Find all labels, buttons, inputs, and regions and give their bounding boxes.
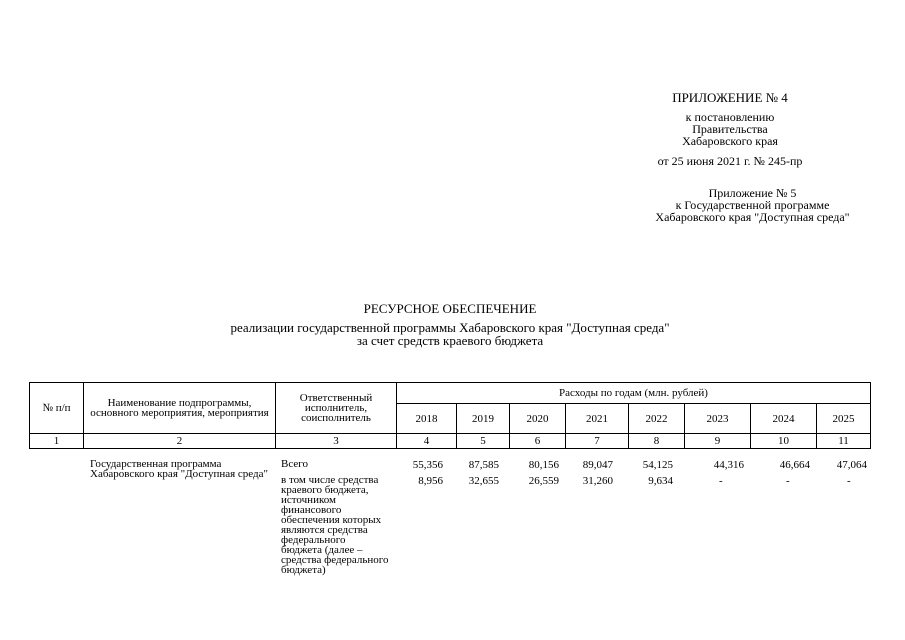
row-executor-total: Всего [281, 458, 308, 470]
header-year: 2023 [685, 404, 751, 434]
index-cell: 5 [457, 434, 510, 449]
appendix-title: ПРИЛОЖЕНИЕ № 4 [672, 90, 788, 105]
row-executor-federal: в том числе средства краевого бюджета, источником финансового обеспечения которых являются средства федерального бюджета (далее – средства федерального бюджета) [281, 474, 389, 576]
appendix2-block [620, 187, 885, 223]
index-cell: 8 [629, 434, 685, 449]
header-year: 2022 [629, 404, 685, 434]
page-subtitle-2: за счет средств краевого бюджета [356, 333, 544, 348]
appendix2-line: Приложение № 5 [708, 186, 797, 200]
appendix-block [640, 92, 820, 167]
header-year: 2020 [510, 404, 566, 434]
value-cell: 31,260 [582, 475, 613, 487]
value-cell: 47,064 [836, 459, 867, 471]
page-subtitle: реализации государственной программы Хабаровского края "Доступная среда" [230, 320, 670, 335]
header-num: № п/п [30, 383, 84, 434]
value-cell: 32,655 [468, 475, 499, 487]
index-cell: 10 [751, 434, 817, 449]
index-cell: 11 [817, 434, 871, 449]
value-cell: 9,634 [648, 475, 673, 487]
appendix2-line: Хабаровского края "Доступная среда" [655, 210, 850, 224]
value-cell: 26,559 [528, 475, 559, 487]
index-cell: 1 [30, 434, 84, 449]
index-cell: 9 [685, 434, 751, 449]
header-year: 2021 [566, 404, 629, 434]
resource-table-header [29, 382, 871, 449]
value-cell: 80,156 [528, 459, 559, 471]
index-cell: 4 [397, 434, 457, 449]
value-cell: - [847, 475, 851, 487]
header-expenses: Расходы по годам (млн. рублей) [397, 383, 871, 404]
header-year: 2025 [817, 404, 871, 434]
appendix-line: к постановлению [685, 110, 775, 124]
index-cell: 6 [510, 434, 566, 449]
value-cell: 44,316 [713, 459, 744, 471]
value-cell: 46,664 [779, 459, 810, 471]
value-cell: - [786, 475, 790, 487]
header-year: 2018 [397, 404, 457, 434]
appendix2-line: к Государственной программе [675, 198, 830, 212]
header-year: 2019 [457, 404, 510, 434]
appendix-line: Правительства [692, 122, 768, 136]
header-executor: Ответственный исполнитель, соисполнитель [276, 383, 397, 434]
value-cell: 89,047 [582, 459, 613, 471]
page-title: РЕСУРСНОЕ ОБЕСПЕЧЕНИЕ [363, 301, 537, 316]
value-cell: - [719, 475, 723, 487]
program-name: Государственная программа Хабаровского края "Доступная среда" [90, 458, 268, 480]
header-name: Наименование подпрограммы, основного мероприятия, мероприятия [84, 383, 276, 434]
appendix-date: от 25 июня 2021 г. № 245-пр [657, 154, 803, 168]
value-cell: 87,585 [468, 459, 499, 471]
index-cell: 7 [566, 434, 629, 449]
index-cell: 3 [276, 434, 397, 449]
value-cell: 55,356 [412, 459, 443, 471]
index-cell: 2 [84, 434, 276, 449]
appendix-line: Хабаровского края [682, 134, 778, 148]
value-cell: 54,125 [642, 459, 673, 471]
value-cell: 8,956 [418, 475, 443, 487]
header-year: 2024 [751, 404, 817, 434]
